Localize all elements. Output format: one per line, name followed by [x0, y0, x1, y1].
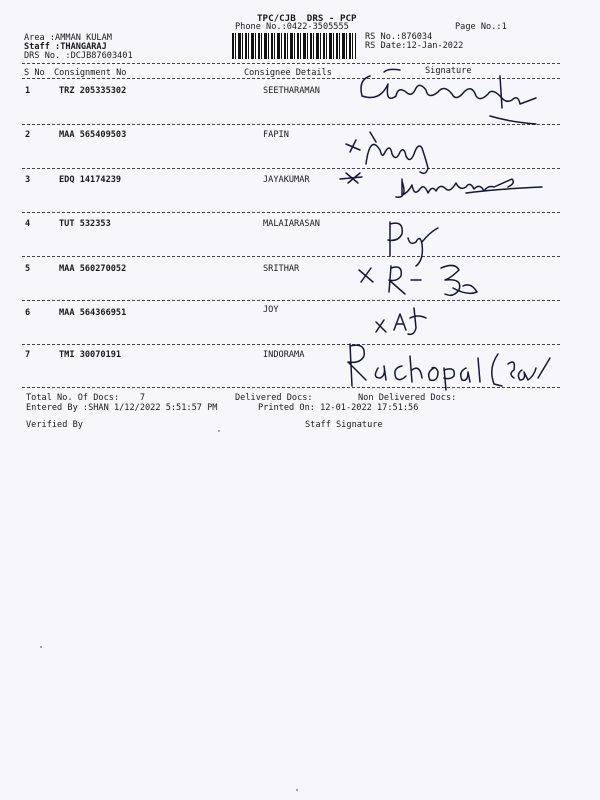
entered-by: Entered By :SHAN 1/12/2022 5:51:57 PM — [26, 403, 218, 413]
row-consignment: MAA 564366951 — [59, 308, 127, 318]
col-header-consignment: Consignment No — [54, 68, 127, 78]
row-sno: 3 — [25, 175, 31, 185]
col-header-consignee: Consignee Details — [244, 68, 332, 78]
handwritten-signature-icon — [338, 338, 553, 394]
rs-number: RS No.:876034 — [365, 32, 433, 42]
row-consignment: EDQ 14174239 — [59, 175, 122, 185]
row-consignee: MALAIARASAN — [263, 219, 320, 229]
verified-by-label: Verified By — [26, 420, 83, 430]
non-delivered-docs: Non Delivered Docs: — [358, 393, 457, 403]
row-sno: 4 — [25, 219, 31, 229]
scan-speck — [296, 789, 298, 791]
drs-number: DRS No. :DCJB87603401 — [24, 51, 133, 61]
row-sno: 7 — [25, 350, 31, 360]
row-consignment: TMI 30070191 — [59, 350, 122, 360]
row-consignment: TUT 532353 — [59, 219, 111, 229]
row-consignee: INDORAMA — [263, 350, 305, 360]
col-header-signature: Signature — [425, 66, 472, 76]
handwritten-signature-icon — [340, 64, 540, 132]
row-consignment: TRZ 205335302 — [59, 86, 127, 96]
rs-date: RS Date:12-Jan-2022 — [365, 41, 464, 51]
total-docs: Total No. Of Docs: 7 — [26, 393, 145, 403]
row-sno: 5 — [25, 264, 31, 274]
row-sno: 2 — [25, 130, 31, 140]
barcode-icon — [232, 33, 356, 59]
area-label: Area :AMMAN KULAM — [24, 33, 112, 43]
handwritten-signature-icon — [336, 165, 546, 205]
row-consignee: JAYAKUMAR — [263, 175, 310, 185]
row-consignee: SEETHARAMAN — [263, 86, 320, 96]
phone-number: Phone No.:0422-3505555 — [235, 22, 349, 32]
handwritten-signature-icon — [370, 300, 440, 338]
col-header-sno: S No — [24, 68, 45, 78]
row-consignee: SRITHAR — [263, 264, 300, 274]
row-sno: 1 — [25, 86, 31, 96]
scan-speck — [40, 646, 42, 648]
scan-speck — [218, 430, 220, 432]
divider — [22, 256, 560, 257]
divider — [22, 212, 560, 213]
row-sno: 6 — [25, 308, 31, 318]
printed-on: Printed On: 12-01-2022 17:51:56 — [258, 403, 419, 413]
row-consignment: MAA 560270052 — [59, 264, 127, 274]
document-title: TPC/CJB DRS - PCP — [257, 13, 357, 24]
row-consignment: MAA 565409503 — [59, 130, 127, 140]
delivered-docs: Delivered Docs: — [235, 393, 313, 403]
row-consignee: FAPIN — [263, 130, 289, 140]
row-consignee: JOY — [263, 305, 279, 315]
page-number: Page No.:1 — [455, 22, 507, 32]
staff-signature-label: Staff Signature — [305, 420, 383, 430]
staff-label: Staff :THANGARAJ — [24, 42, 107, 52]
